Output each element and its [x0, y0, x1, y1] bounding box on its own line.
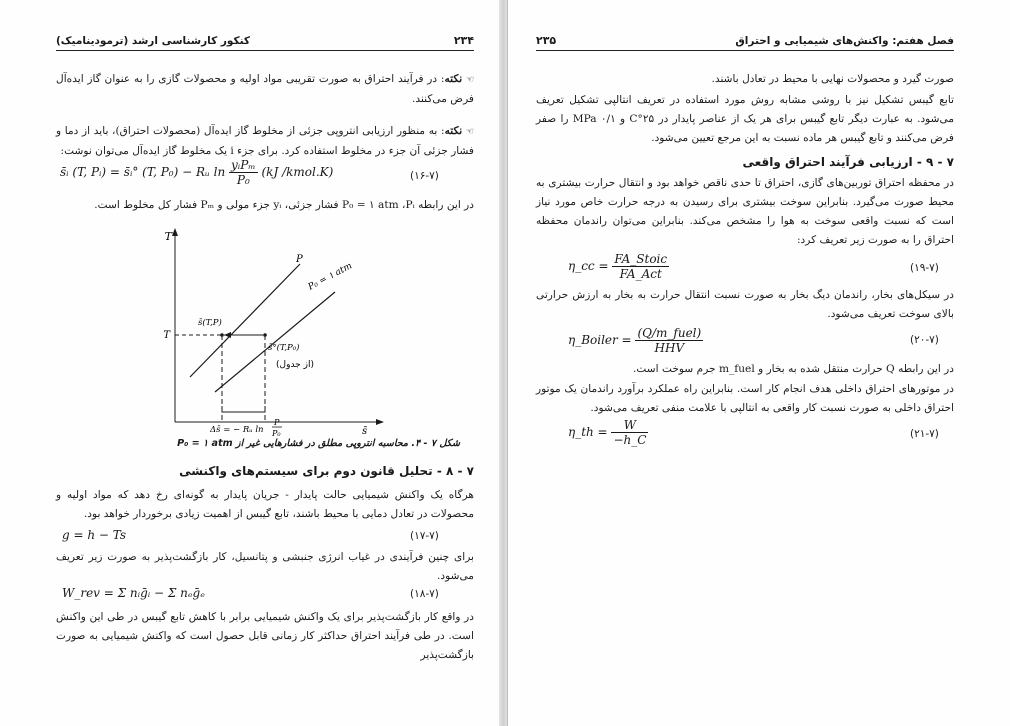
right-page-header	[536, 28, 954, 51]
pointing-hand-icon: ☜	[465, 75, 475, 85]
equation-17-number: (۱۷-۷)	[410, 530, 439, 542]
paragraph-20b: در موتورهای احتراق داخلی هدف انجام کار است. بنابراین راه عملکرد برآورد راندمان یک موتور احتراق داخلی به صورت نسبت کار واقعی به انتالپی با علامت منفی تعریف می‌شود.	[536, 383, 954, 414]
equation-20-numerator: (Q/m_fuel)	[637, 326, 702, 340]
equation-20-denominator: HHV	[654, 341, 685, 355]
section-8-paragraph: هرگاه یک واکنش شیمیایی حالت پایدار - جریان پایدار به گونه‌ای رخ دهد که مواد اولیه و محصولات در تعادل دمایی با محیط باشند، تابع گیبس از اهمیت زیادی برخوردار خواهد بود.	[56, 489, 474, 520]
paragraph-19: در سیکل‌های بخار، راندمان دیگ بخار به صورت نسبت انتقال حرارت به بخار به ارزش حرارتی بالای سوخت تعریف می‌شود.	[536, 289, 954, 320]
delta-arrowhead	[224, 332, 231, 338]
equation-20-number: (۲۰-۷)	[910, 334, 939, 346]
right-page-number: ۲۳۵	[536, 34, 557, 47]
equation-16-unit: (kJ /kmol.K)	[261, 165, 334, 179]
paragraph-18: در واقع کار بازگشت‌پذیر برای یک واکنش شیمیایی برابر با کاهش تابع گیبس در طی این واکنش است. در طی فرآیند احتراق حداکثر کار زمانی قابل حصول است که واکنش شیمیایی به صورت بازگشت‌پذیر	[56, 611, 474, 661]
equation-17: g = h − Ts	[62, 528, 127, 542]
equation-21-lhs: η_th =	[568, 425, 608, 439]
left-page-running-title: کنکور کارشناسی ارشد (ترمودینامیک)	[56, 35, 250, 47]
equation-20-lhs: η_Boiler =	[568, 333, 632, 347]
equation-19-lhs: η_cc =	[568, 259, 609, 273]
equation-18: W_rev = Σ nᵢḡᵢ − Σ nₑḡₑ	[62, 586, 205, 600]
y-axis-arrow	[172, 228, 178, 236]
delta-frac-den: P₀	[272, 429, 281, 437]
equation-19-number: (۱۹-۷)	[910, 262, 939, 274]
equation-16-number: (۱۶-۷)	[410, 170, 439, 182]
equation-21	[568, 418, 648, 447]
pointing-hand-icon: ☜	[465, 127, 474, 137]
section-9-paragraph: در محفظه احتراق توربین‌های گازی، احتراق تا حدی ناقص خواهد بود و انتقال حرارت بیشتری به محیط صورت می‌گیرد. بنابراین سوخت بیشتری برای رسیدن به درجه حرارت خاص مورد نیاز است که نسبت واقعی سوخت به هوا را مشخص می‌کند. بنابراین می‌توان راندمان محفظه احتراق را به صورت زیر تعریف کرد:	[536, 177, 954, 246]
point-s0-label: s̄°(T,P₀)	[268, 343, 300, 353]
equation-20-fraction	[635, 326, 703, 355]
note-1-label: نکته	[444, 73, 463, 85]
x-axis-arrow	[376, 419, 384, 425]
x-axis-label: s̄	[362, 426, 368, 437]
left-page-number: ۲۳۴	[453, 34, 474, 47]
delta-label: Δs̄ = − Rᵤ ln	[210, 425, 264, 435]
y-axis-label: T	[164, 230, 172, 243]
T-mark-label: T	[163, 330, 170, 341]
section-8-title: ۷ - ۸ - تحلیل قانون دوم برای سیستم‌های واکنشی	[179, 464, 474, 478]
isobar-P0-label: P₀ = ۱ atm	[306, 261, 354, 293]
equation-20	[568, 326, 703, 355]
equation-21-number: (۲۱-۷)	[910, 428, 939, 440]
equation-21-fraction	[611, 418, 648, 447]
equation-19-fraction	[612, 252, 669, 281]
note-2-text: : به منظور ارزیابی انتروپی جزئی از مخلوط گاز ایده‌آل (محصولات احتراق)، باید از دما و فشار جزئی آن جزء در مخلوط استفاده کرد. برای جزء i یک مخلوط گاز ایده‌آل می‌توان نوشت:	[56, 125, 474, 157]
right-page-running-title: فصل هفتم: واکنش‌های شیمیایی و احتراق	[735, 35, 954, 47]
paragraph-20a: در این رابطه Q حرارت منتقل شده به بخار و m_fuel جرم سوخت است.	[633, 363, 954, 375]
note-2	[56, 122, 474, 161]
right-paragraph-1: صورت گیرد و محصولات نهایی با محیط در تعادل باشند.	[711, 73, 954, 85]
where-16-text: در این رابطه P₀ = ۱ atm ،Pᵢ فشار جزئی، yᵢ جزء مولی و Pₘ فشار کل مخلوط است.	[94, 199, 474, 211]
note-1-text: : در فرآیند احتراق به صورت تقریبی مواد اولیه و محصولات گازی را به عنوان گاز ایده‌آل فرض می‌کنند.	[56, 73, 474, 105]
equation-21-numerator: W	[611, 418, 648, 433]
right-page	[507, 0, 1010, 726]
note-2-label: نکته	[444, 125, 463, 137]
equation-18-number: (۱۸-۷)	[410, 588, 439, 600]
equation-16-numerator: yᵢPₘ	[231, 158, 256, 172]
equation-16-denominator: P₀	[236, 173, 250, 187]
equation-19-denominator: FA_Act	[619, 267, 662, 281]
left-page	[0, 0, 501, 726]
figure-caption: شکل ۷ - ۴. محاسبه انتروپی مطلق در فشارهایی غیر از P₀ = ۱ atm	[177, 438, 460, 449]
delta-frac-num: P	[274, 418, 280, 427]
equation-16-fraction	[229, 158, 258, 187]
isobar-P-label: P	[296, 254, 303, 265]
point-s-T-P-label: s̄(T,P)	[198, 318, 222, 328]
section-9-title: ۷ - ۹ - ارزیابی فرآیند احتراق واقعی	[742, 155, 954, 169]
right-paragraph-2: تابع گیبس تشکیل نیز با روشی مشابه روش مورد استفاده در تعریف انتالپی تشکیل تعریف می‌شود. به عبارت دیگر تابع گیبس برای هر یک از عناصر پایدار در ۲۵°C و ۰/۱ MPa را صفر فرض می‌کنند و تابع گیبس هر ماده نسبت به این مرجع تعیین می‌شود.	[536, 94, 955, 144]
equation-21-denominator: −h_C	[613, 433, 647, 447]
equation-16	[60, 158, 333, 187]
delta-bracket	[222, 406, 265, 412]
note-1	[56, 70, 474, 109]
entropy-diagram	[150, 222, 390, 437]
left-page-header	[56, 28, 474, 51]
paragraph-17: برای چنین فرآیندی در غیاب انرژی جنبشی و پتانسیل، کار بازگشت‌پذیر به صورت زیر تعریف می‌شود.	[56, 551, 474, 582]
equation-19	[568, 252, 669, 281]
isobar-line-P0	[215, 292, 335, 392]
equation-16-lhs: s̄ᵢ (T, Pᵢ) = s̄ᵢ° (T, P₀) − Rᵤ ln	[60, 165, 226, 179]
equation-19-numerator: FA_Stoic	[614, 252, 668, 266]
point-s0-note: (از جدول)	[276, 360, 314, 370]
